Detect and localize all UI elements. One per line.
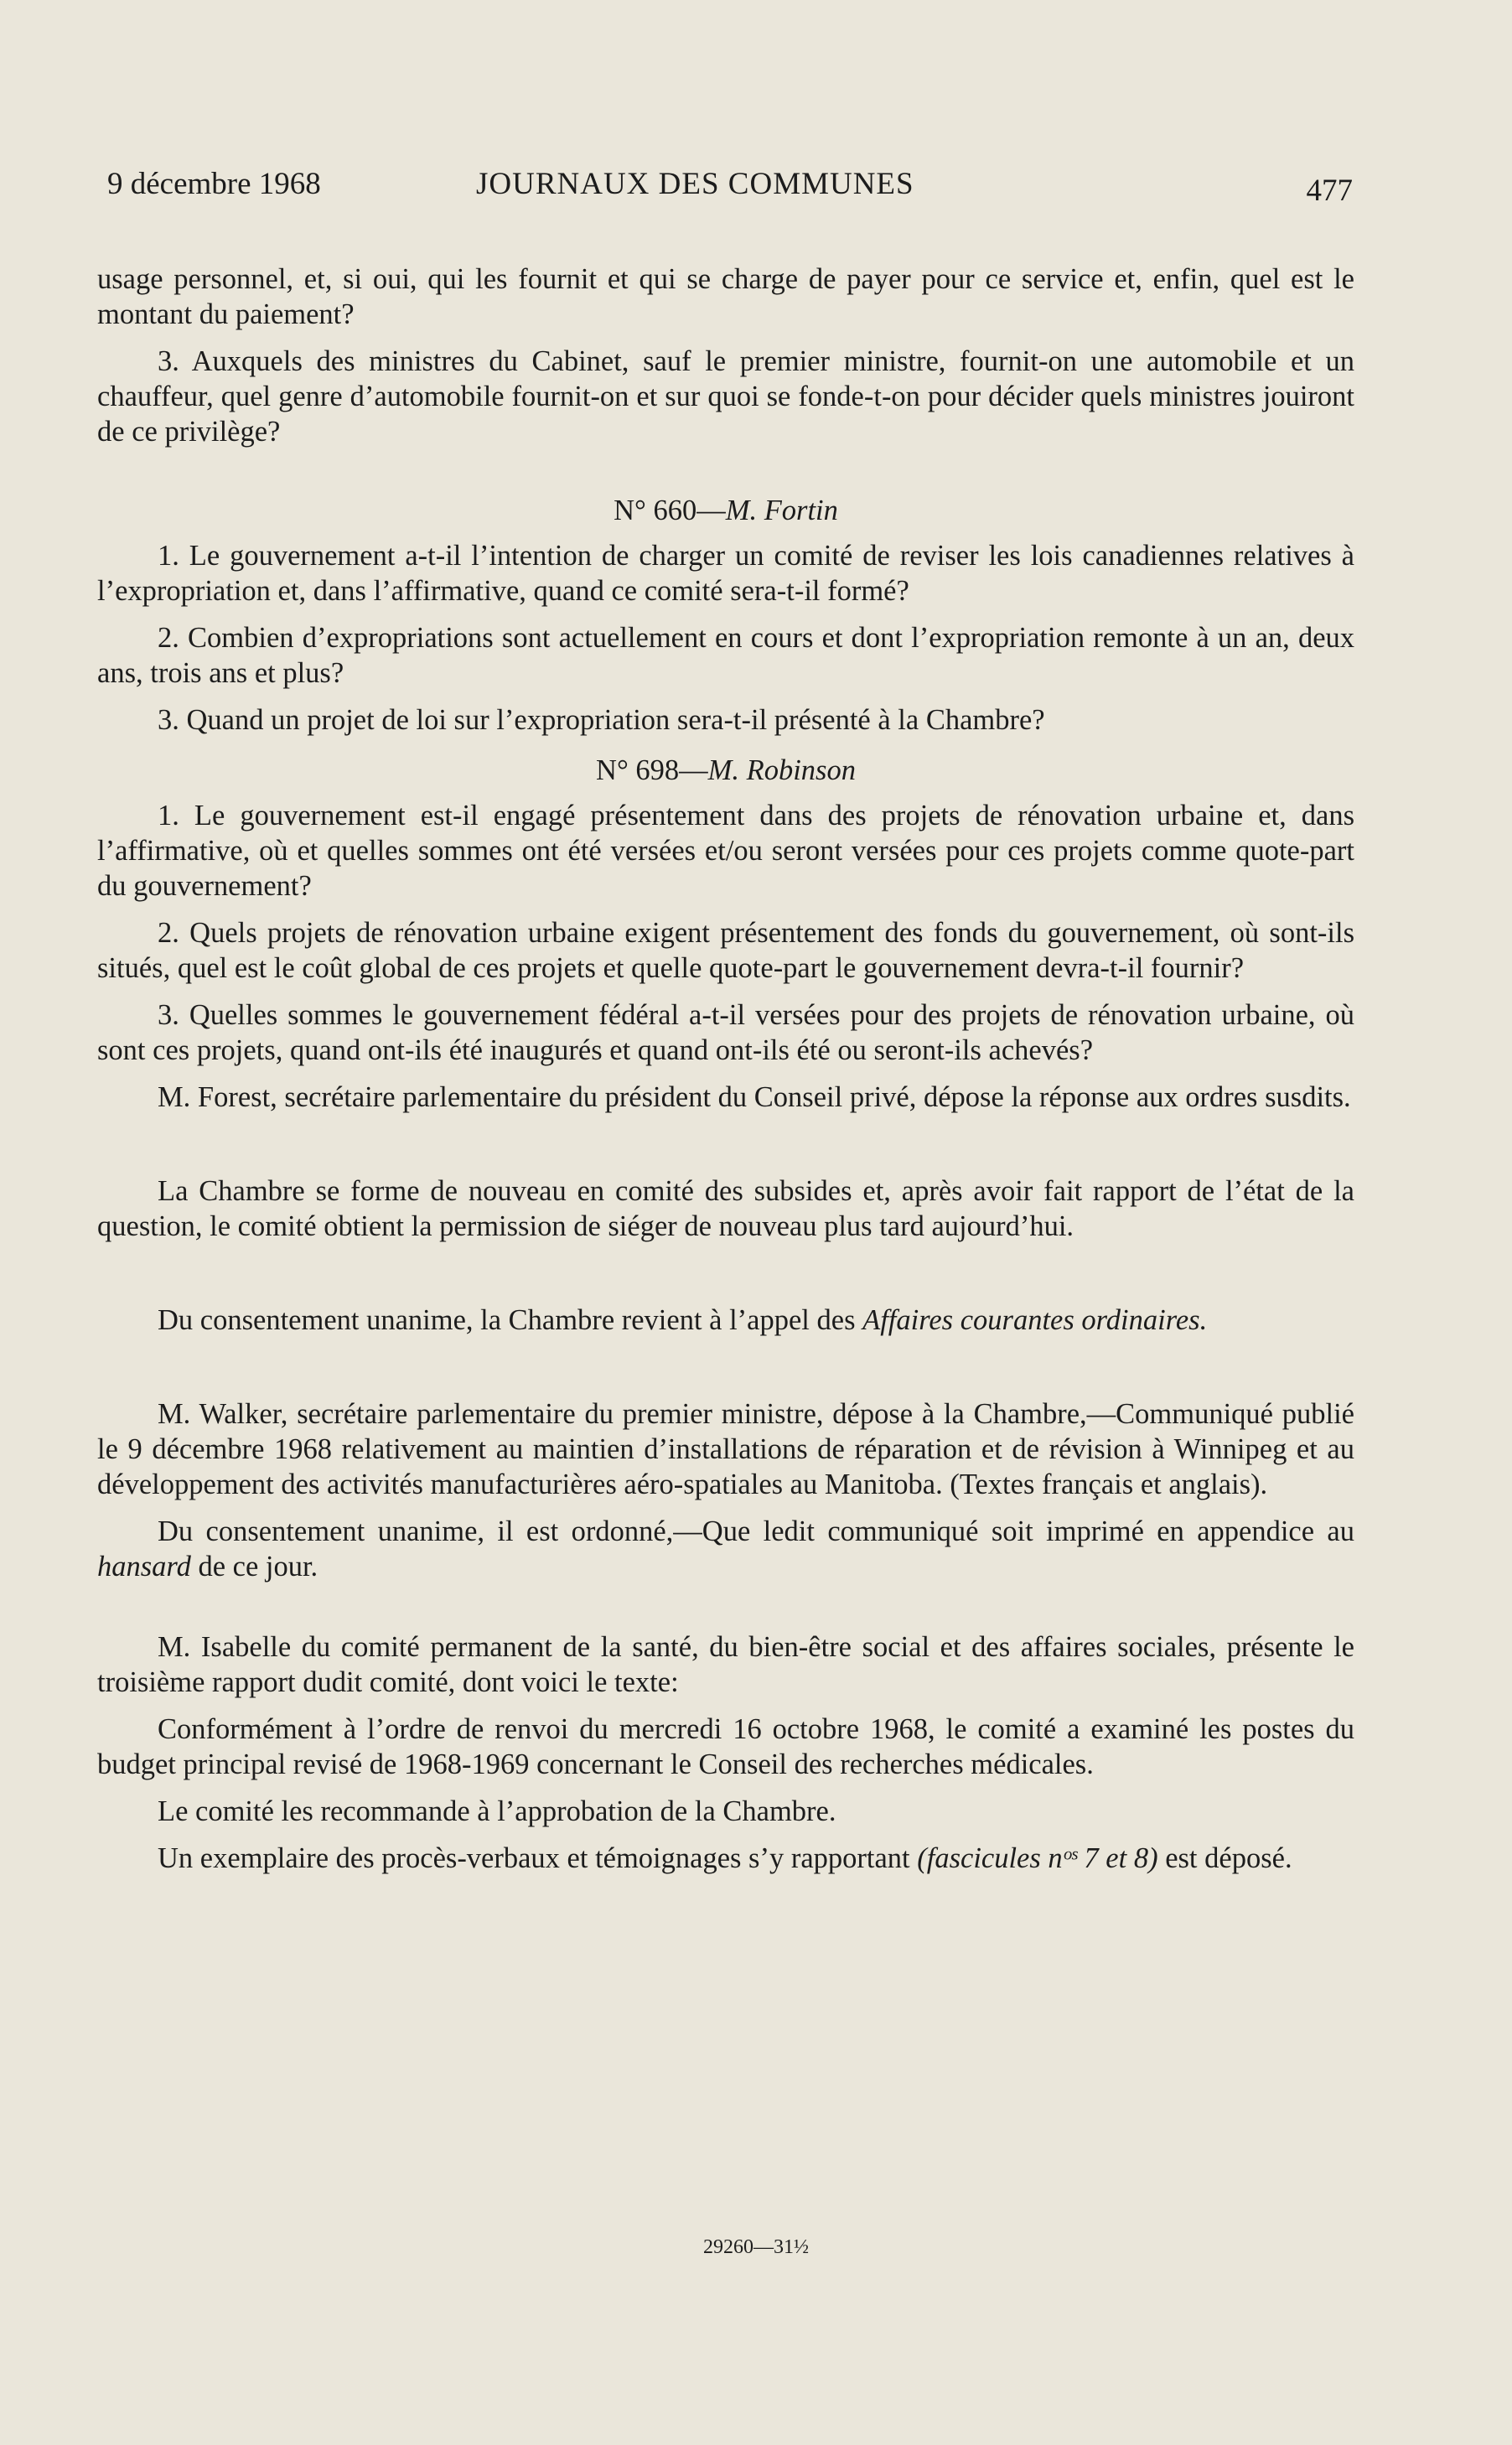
item-text: Auxquels des ministres du Cabinet, sauf le premier ministre, fournit-on une automobile et un chauffeur, quel genre d’automobile fournit-on et sur quoi se fonde-t-on pour décider quels ministres jouiront de ce privilège? [97, 345, 1354, 448]
italic-span: (fascicules nᵒˢ 7 et 8) [917, 1842, 1158, 1874]
text-span: est déposé. [1157, 1842, 1292, 1874]
paragraph-isabelle: M. Isabelle du comité permanent de la santé, du bien-être social et des affaires sociales, présente le troisième rapport dudit comité, dont voici le texte: [97, 1631, 1354, 1698]
paragraph-conforme: Conformément à l’ordre de renvoi du mercredi 16 octobre 1968, le comité a examiné les postes du budget principal revisé de 1968-1969 concernant le Conseil des recherches médicales. [97, 1713, 1354, 1780]
italic-span: Affaires courantes ordinaires. [862, 1304, 1208, 1336]
paragraph-chambre: La Chambre se forme de nouveau en comité des subsides et, après avoir fait rapport de l’état de la question, le comité obtient la permission de siéger de nouveau plus tard aujourd’hui. [97, 1175, 1354, 1242]
question-item [97, 344, 1354, 449]
item-number: 1. [158, 800, 179, 831]
text-span: Du consentement unanime, il est ordonné,—Que ledit communiqué soit imprimé en appendice au [158, 1515, 1354, 1547]
paragraph-consent-1 [97, 1303, 1354, 1338]
question-heading [97, 753, 1354, 788]
paragraph-exemplaire [97, 1841, 1354, 1876]
item-text: Quels projets de rénovation urbaine exigent présentement des fonds du gouvernement, où sont-ils situés, quel est le coût global de ces projets et quelle quote-part le gouvernement devra-t-il fournir? [97, 917, 1355, 984]
question-author: M. Robinson [707, 754, 856, 786]
question-item [97, 915, 1354, 986]
header-journal-title: JOURNAUX DES COMMUNES [476, 167, 914, 201]
paragraph-forest: M. Forest, secrétaire parlementaire du président du Conseil privé, dépose la réponse aux ordres susdits. [158, 1081, 1351, 1113]
item-text: Quand un projet de loi sur l’expropriation sera-t-il présenté à la Chambre? [186, 704, 1045, 736]
question-item [97, 620, 1354, 691]
italic-span: hansard [97, 1551, 191, 1583]
page-footer-code: 29260—31½ [703, 2236, 809, 2258]
paragraph-consent-2 [97, 1514, 1354, 1584]
paragraph-walker: M. Walker, secrétaire parlementaire du premier ministre, dépose à la Chambre,—Communiqué publié le 9 décembre 1968 relativement au maintien d’installations de réparation et de révision à Winnipeg et au développement des activités manufacturières aéro-spatiales au Manitoba. (Textes français et anglais). [97, 1398, 1354, 1500]
item-number: 2. [158, 917, 179, 949]
item-number: 2. [158, 622, 179, 654]
item-text: Quelles sommes le gouvernement fédéral a-t-il versées pour des projets de rénovation urbaine, où sont ces projets, quand ont-ils été inaugurés et quand ont-ils été ou seront-ils achevés? [97, 999, 1355, 1066]
item-text: Le gouvernement est-il engagé présentement dans des projets de rénovation urbaine et, dans l’affirmative, où et quelles sommes ont été versées et/ou seront versées pour ces projets comme quote-part du gouvernement? [97, 800, 1354, 902]
item-number: 3. [158, 704, 179, 736]
question-number: N° 660— [614, 495, 726, 526]
page-header [107, 166, 1353, 216]
paragraph-recommande: Le comité les recommande à l’approbation de la Chambre. [158, 1795, 836, 1827]
paragraph-continuation: usage personnel, et, si oui, qui les fournit et qui se charge de payer pour ce service et, enfin, quel est le montant du paiement? [97, 263, 1354, 330]
page-number: 477 [1306, 174, 1353, 208]
question-item [97, 702, 1354, 738]
text-span: Du consentement unanime, la Chambre revient à l’appel des [158, 1304, 863, 1336]
question-item [97, 538, 1354, 609]
question-item [97, 997, 1354, 1068]
header-date: 9 décembre 1968 [107, 167, 321, 201]
item-text: Combien d’expropriations sont actuellement en cours et dont l’expropriation remonte à un an, deux ans, trois ans et plus? [97, 622, 1355, 689]
item-number: 1. [158, 540, 179, 572]
text-span: de ce jour. [190, 1551, 318, 1583]
question-author: M. Fortin [725, 495, 838, 526]
item-number: 3. [158, 345, 179, 377]
question-heading [97, 493, 1354, 528]
question-item [97, 798, 1354, 904]
document-body [97, 262, 1354, 1888]
question-number: N° 698— [596, 754, 708, 786]
item-number: 3. [158, 999, 179, 1031]
item-text: Le gouvernement a-t-il l’intention de charger un comité de reviser les lois canadiennes relatives à l’expropriation et, dans l’affirmative, quand ce comité sera-t-il formé? [97, 540, 1354, 607]
text-span: Un exemplaire des procès-verbaux et témoignages s’y rapportant [158, 1842, 918, 1874]
